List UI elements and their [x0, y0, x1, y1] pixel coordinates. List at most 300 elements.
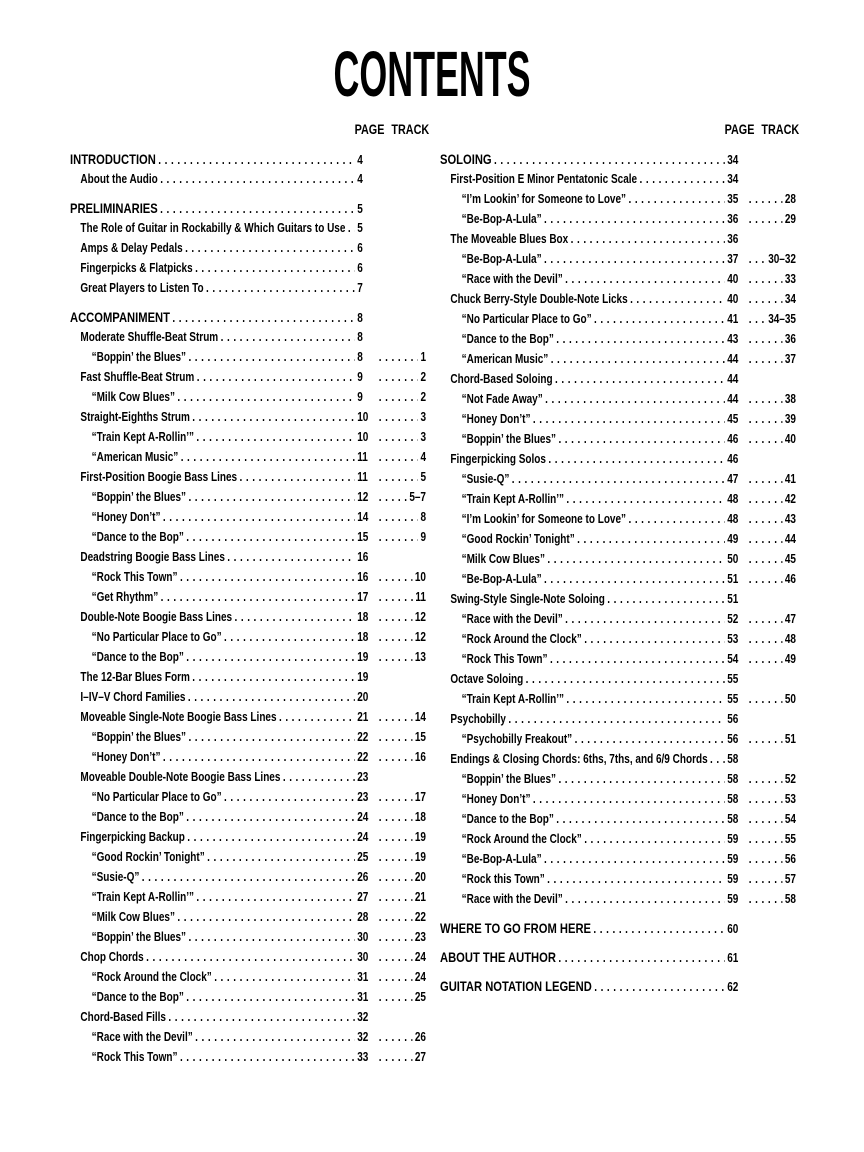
toc-song-entry [70, 927, 426, 947]
track-number: 39 [784, 412, 796, 426]
dot-leader [749, 649, 783, 669]
entry-title: Fingerpicking Backup [80, 830, 185, 844]
toc-topic-entry [70, 407, 426, 427]
entry-title: “Train Kept A-Rollin’” [461, 492, 565, 506]
track-number: 18 [414, 810, 426, 824]
track-zone [746, 889, 796, 909]
dot-leader [749, 789, 783, 809]
page-number: 24 [357, 810, 369, 824]
track-number: 48 [784, 632, 796, 646]
track-zone [376, 727, 426, 747]
track-zone [376, 567, 426, 587]
track-number: 11 [415, 590, 426, 604]
page-number: 32 [357, 1030, 369, 1044]
dot-leader [379, 827, 413, 847]
page-title-wrap [0, 38, 864, 110]
track-number: 41 [784, 472, 796, 486]
dot-leader [565, 609, 725, 629]
dot-leader [279, 707, 355, 727]
track-number: 19 [414, 830, 426, 844]
track-zone [376, 347, 426, 367]
page-number: 48 [727, 512, 739, 526]
entry-title: “Get Rhythm” [91, 590, 159, 604]
dot-leader [551, 349, 725, 369]
track-number: 36 [784, 332, 796, 346]
dot-leader [186, 807, 355, 827]
track-number: 29 [784, 212, 796, 226]
page-number: 41 [727, 312, 739, 326]
dot-leader [749, 729, 783, 749]
track-number: 3 [420, 430, 426, 444]
entry-title: Amps & Delay Pedals [80, 241, 183, 255]
dot-leader [163, 747, 355, 767]
dot-leader [379, 647, 413, 667]
toc-song-entry [70, 647, 426, 667]
entry-title: “Race with the Devil” [461, 892, 563, 906]
track-number: 12 [414, 610, 426, 624]
dot-leader [214, 967, 355, 987]
page-number: 54 [727, 652, 739, 666]
page-number: 58 [727, 752, 739, 766]
toc-group [440, 918, 796, 938]
dot-leader [195, 1027, 355, 1047]
track-column-header: TRACK [391, 122, 430, 137]
dot-leader [379, 487, 407, 507]
track-zone [746, 309, 796, 329]
entry-title: WHERE TO GO FROM HERE [440, 920, 591, 936]
track-number: 26 [414, 1030, 426, 1044]
dot-leader [206, 278, 355, 298]
dot-leader [749, 409, 783, 429]
dot-leader [749, 469, 783, 489]
page-number: 30 [357, 930, 369, 944]
entry-title: ACCOMPANIMENT [70, 309, 170, 325]
track-zone [376, 807, 426, 827]
entry-title: “Boppin’ the Blues” [91, 490, 187, 504]
toc-song-entry [70, 447, 426, 467]
toc-entries-left [70, 149, 426, 1067]
toc-song-entry [70, 727, 426, 747]
track-zone [376, 447, 426, 467]
dot-leader [749, 429, 783, 449]
dot-leader [160, 199, 355, 219]
dot-leader [749, 329, 783, 349]
dot-leader [577, 529, 725, 549]
toc-topic-entry [70, 367, 426, 387]
track-zone [746, 529, 796, 549]
track-number: 24 [414, 950, 426, 964]
track-number: 19 [414, 850, 426, 864]
toc-column-left [70, 122, 430, 1067]
track-zone [376, 387, 426, 407]
track-number: 24 [414, 970, 426, 984]
page-number: 18 [357, 630, 369, 644]
toc-song-entry [70, 427, 426, 447]
track-zone [746, 629, 796, 649]
toc-topic-entry [440, 289, 796, 309]
entry-title: INTRODUCTION [70, 151, 156, 167]
track-column-header: TRACK [761, 122, 800, 137]
entry-title: “Rock Around the Clock” [461, 832, 582, 846]
dot-leader [168, 1007, 354, 1027]
dot-leader [594, 309, 725, 329]
track-zone [376, 787, 426, 807]
entry-title: About the Audio [80, 172, 158, 186]
dot-leader [379, 527, 418, 547]
page-number: 44 [727, 392, 739, 406]
page-number: 21 [357, 710, 369, 724]
dot-leader [526, 669, 725, 689]
track-number: 51 [784, 732, 796, 746]
entry-title: “Dance to the Bop” [91, 810, 184, 824]
dot-leader [533, 409, 725, 429]
entry-title: Straight-Eighths Strum [80, 410, 190, 424]
toc-topic-entry [440, 749, 796, 769]
entry-title: Swing-Style Single-Note Soloing [450, 592, 605, 606]
toc-section-entry [440, 947, 796, 967]
dot-leader [379, 447, 418, 467]
entry-title: “I’m Lookin’ for Someone to Love” [461, 192, 627, 206]
page-number: 26 [357, 870, 369, 884]
toc-topic-entry [70, 667, 426, 687]
entry-title: Chord-Based Fills [80, 1010, 166, 1024]
toc-song-entry [440, 309, 796, 329]
dot-leader [494, 150, 725, 170]
dot-leader [379, 707, 413, 727]
dot-leader [379, 627, 413, 647]
page-number: 61 [727, 951, 739, 965]
entry-title: “No Particular Place to Go” [461, 312, 592, 326]
dot-leader [749, 309, 766, 329]
track-zone [376, 967, 426, 987]
track-number: 23 [414, 930, 426, 944]
track-number: 27 [414, 1050, 426, 1064]
toc-song-entry [70, 567, 426, 587]
dot-leader [566, 489, 724, 509]
dot-leader [379, 987, 413, 1007]
dot-leader [544, 849, 725, 869]
dot-leader [161, 587, 355, 607]
entry-title: PRELIMINARIES [70, 200, 158, 216]
dot-leader [379, 747, 413, 767]
track-zone [746, 809, 796, 829]
dot-leader [593, 919, 724, 939]
dot-leader [749, 829, 783, 849]
page-number: 6 [357, 261, 363, 275]
page-number: 60 [727, 922, 739, 936]
page-number: 56 [727, 732, 739, 746]
dot-leader [749, 249, 766, 269]
toc-song-entry [440, 869, 796, 889]
page-number: 59 [727, 832, 739, 846]
dot-leader [158, 150, 355, 170]
page-number: 34 [727, 172, 739, 186]
page-number: 4 [357, 172, 363, 186]
page-number: 8 [357, 350, 363, 364]
entry-title: Deadstring Boogie Bass Lines [80, 550, 225, 564]
page-number: 44 [727, 372, 739, 386]
entry-title: “Honey Don’t” [461, 792, 531, 806]
dot-leader [533, 789, 725, 809]
dot-leader [379, 867, 413, 887]
dot-leader [379, 607, 413, 627]
page-number: 55 [727, 672, 739, 686]
entry-title: “Good Rockin’ Tonight” [91, 850, 205, 864]
track-zone [746, 829, 796, 849]
dot-leader [749, 849, 783, 869]
toc-song-entry [70, 347, 426, 367]
track-number: 25 [414, 990, 426, 1004]
page-number: 58 [727, 772, 739, 786]
entry-title: “Dance to the Bop” [91, 990, 184, 1004]
page-number: 59 [727, 852, 739, 866]
dot-leader [749, 529, 783, 549]
dot-leader [547, 869, 725, 889]
toc-song-entry [440, 689, 796, 709]
track-number: 8 [420, 510, 426, 524]
entry-title: I–IV–V Chord Families [80, 690, 186, 704]
dot-leader [379, 567, 413, 587]
dot-leader [177, 907, 354, 927]
track-zone [746, 269, 796, 289]
page-number: 5 [357, 221, 363, 235]
dot-leader [240, 467, 355, 487]
toc-song-entry [440, 549, 796, 569]
dot-leader [749, 809, 783, 829]
toc-song-entry [70, 847, 426, 867]
track-number: 21 [414, 890, 426, 904]
dot-leader [379, 467, 418, 487]
entry-title: “Dance to the Bop” [91, 650, 184, 664]
track-zone [376, 847, 426, 867]
entry-title: “Be-Bop-A-Lula” [461, 852, 542, 866]
track-zone [376, 947, 426, 967]
track-zone [376, 467, 426, 487]
entry-title: “Psychobilly Freakout” [461, 732, 573, 746]
entry-title: “I’m Lookin’ for Someone to Love” [461, 512, 627, 526]
dot-leader [575, 729, 725, 749]
toc-group [70, 149, 426, 189]
track-number: 40 [784, 432, 796, 446]
dot-leader [142, 867, 355, 887]
toc-section-entry [70, 149, 426, 169]
toc-topic-entry [70, 947, 426, 967]
toc-section-entry [70, 307, 426, 327]
track-zone [746, 389, 796, 409]
toc-section-entry [440, 976, 796, 996]
track-number: 16 [414, 750, 426, 764]
page-number: 59 [727, 872, 739, 886]
page-number: 31 [357, 970, 369, 984]
dot-leader [379, 507, 418, 527]
toc-song-entry [70, 387, 426, 407]
track-number: 56 [784, 852, 796, 866]
track-zone [746, 409, 796, 429]
toc-topic-entry [70, 278, 426, 298]
track-number: 46 [784, 572, 796, 586]
toc-song-entry [70, 787, 426, 807]
column-header-row [70, 122, 430, 149]
track-zone [746, 489, 796, 509]
track-number: 52 [784, 772, 796, 786]
entry-title: “Dance to the Bop” [91, 530, 184, 544]
dot-leader [710, 749, 725, 769]
page-number: 31 [357, 990, 369, 1004]
toc-song-entry [70, 1047, 426, 1067]
track-zone [376, 907, 426, 927]
page-number: 37 [727, 252, 739, 266]
page-number: 40 [727, 292, 739, 306]
entry-title: Fast Shuffle-Beat Strum [80, 370, 195, 384]
dot-leader [192, 407, 355, 427]
track-zone [746, 469, 796, 489]
dot-leader [628, 509, 724, 529]
track-zone [376, 367, 426, 387]
page-number: 7 [357, 281, 363, 295]
page-number: 16 [357, 570, 369, 584]
entry-title: “Honey Don’t” [91, 750, 161, 764]
toc-topic-entry [70, 258, 426, 278]
entry-title: “Train Kept A-Rollin’” [91, 430, 195, 444]
page-number: 19 [357, 650, 369, 664]
page-number: 20 [357, 690, 369, 704]
page-number: 32 [357, 1010, 369, 1024]
dot-leader [188, 727, 354, 747]
track-number: 55 [784, 832, 796, 846]
entry-title: Moderate Shuffle-Beat Strum [80, 330, 219, 344]
toc-song-entry [70, 587, 426, 607]
track-number: 57 [784, 872, 796, 886]
track-number: 38 [784, 392, 796, 406]
page-number: 40 [727, 272, 739, 286]
toc-group [70, 307, 426, 1067]
page-number: 27 [357, 890, 369, 904]
page-number: 24 [357, 830, 369, 844]
entry-title: “Dance to the Bop” [461, 812, 554, 826]
dot-leader [227, 547, 355, 567]
dot-leader [196, 427, 354, 447]
track-zone [746, 289, 796, 309]
page-number: 36 [727, 232, 739, 246]
track-zone [746, 549, 796, 569]
toc-song-entry [440, 189, 796, 209]
entry-title: “Milk Cow Blues” [91, 390, 175, 404]
entry-title: “Rock this Town” [461, 872, 545, 886]
dot-leader [749, 889, 783, 909]
track-number: 37 [784, 352, 796, 366]
page-number: 8 [357, 330, 363, 344]
entry-title: “Not Fade Away” [461, 392, 543, 406]
toc-column-left-inner [70, 122, 430, 1067]
toc-song-entry [440, 849, 796, 869]
track-number: 20 [414, 870, 426, 884]
track-zone [746, 729, 796, 749]
track-zone [376, 987, 426, 1007]
dot-leader [749, 549, 783, 569]
dot-leader [188, 347, 354, 367]
toc-topic-entry [440, 449, 796, 469]
toc-song-entry [440, 509, 796, 529]
dot-leader [234, 607, 354, 627]
dot-leader [558, 429, 724, 449]
page-number: 14 [357, 510, 369, 524]
dot-leader [177, 387, 354, 407]
page-title: CONTENTS [333, 38, 531, 110]
toc-song-entry [440, 569, 796, 589]
page-number: 45 [727, 412, 739, 426]
toc-section-entry [440, 149, 796, 169]
toc-song-entry [440, 249, 796, 269]
page-number: 28 [357, 910, 369, 924]
dot-leader [192, 667, 355, 687]
page-number: 11 [357, 450, 368, 464]
toc-section-entry [70, 198, 426, 218]
entry-title: “Train Kept A-Rollin’” [91, 890, 195, 904]
page-number: 23 [357, 790, 369, 804]
page-number: 55 [727, 692, 739, 706]
toc-group [440, 149, 796, 909]
page-number: 50 [727, 552, 739, 566]
dot-leader [379, 407, 418, 427]
track-number: 22 [414, 910, 426, 924]
dot-leader [749, 769, 783, 789]
track-number: 50 [784, 692, 796, 706]
track-zone [746, 429, 796, 449]
page-number: 34 [727, 153, 739, 167]
entry-title: “No Particular Place to Go” [91, 630, 222, 644]
dot-leader [379, 727, 413, 747]
track-zone [376, 407, 426, 427]
toc-song-entry [440, 429, 796, 449]
toc-topic-entry [440, 369, 796, 389]
dot-leader [584, 629, 725, 649]
track-number: 30–32 [768, 252, 796, 266]
entry-title: Great Players to Listen To [80, 281, 204, 295]
dot-leader [565, 889, 725, 909]
track-number: 44 [784, 532, 796, 546]
toc-topic-entry [70, 607, 426, 627]
dot-leader [571, 229, 725, 249]
entry-title: GUITAR NOTATION LEGEND [440, 978, 592, 994]
dot-leader [630, 289, 725, 309]
dot-leader [188, 927, 354, 947]
track-zone [376, 707, 426, 727]
track-zone [376, 607, 426, 627]
page-number: 5 [357, 202, 363, 216]
dot-leader [348, 218, 355, 238]
toc-group [440, 947, 796, 967]
page-number: 6 [357, 241, 363, 255]
toc-song-entry [440, 649, 796, 669]
track-number: 9 [420, 530, 426, 544]
page-number: 15 [357, 530, 369, 544]
page-number: 10 [357, 410, 369, 424]
toc-song-entry [70, 867, 426, 887]
entry-title: Endings & Closing Chords: 6ths, 7ths, and 6/9 Chords [450, 752, 708, 766]
toc-song-entry [440, 409, 796, 429]
toc-song-entry [440, 889, 796, 909]
track-number: 1 [420, 350, 426, 364]
track-zone [746, 769, 796, 789]
toc-song-entry [440, 389, 796, 409]
track-zone [746, 849, 796, 869]
track-zone [376, 487, 426, 507]
entry-title: The 12-Bar Blues Form [80, 670, 190, 684]
dot-leader [749, 689, 783, 709]
dot-leader [163, 507, 355, 527]
page-number: 56 [727, 712, 739, 726]
page-number: 9 [357, 390, 363, 404]
